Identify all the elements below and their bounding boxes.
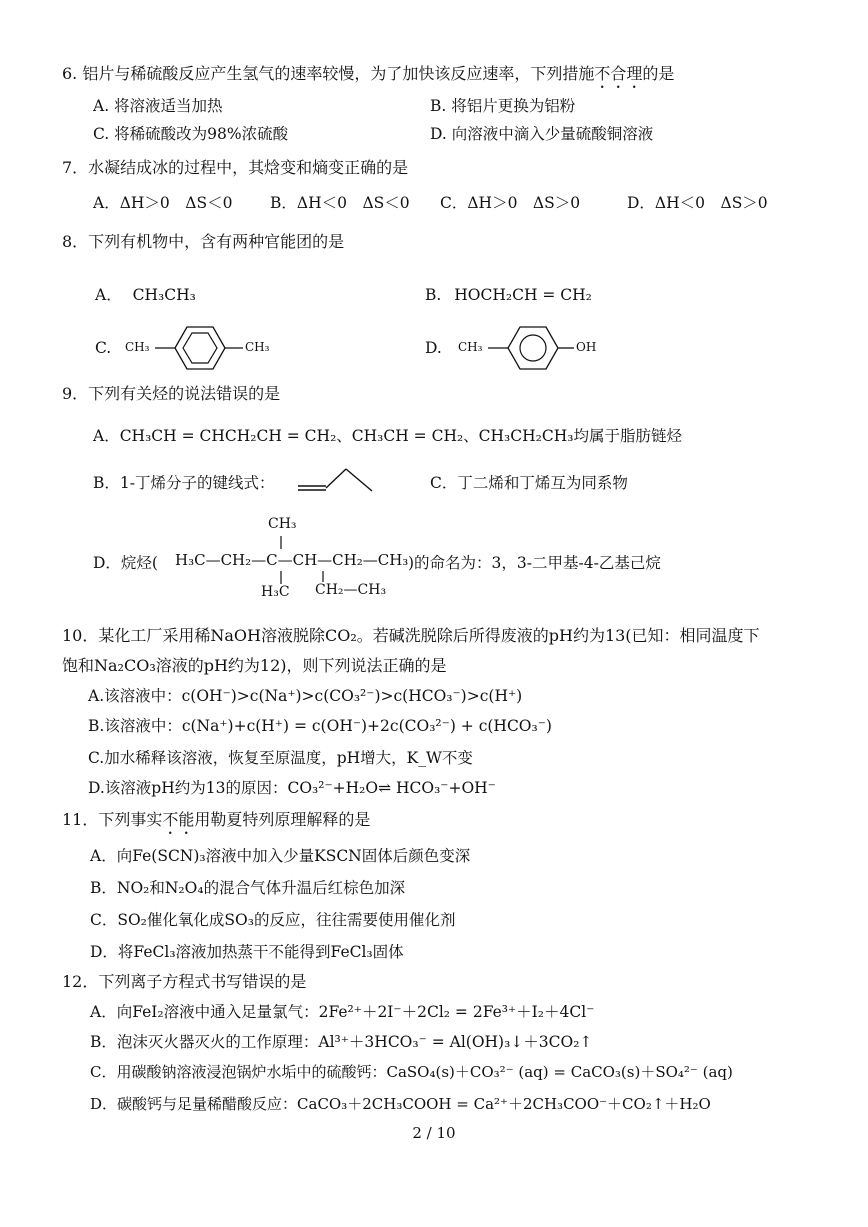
q7-option-d: D．ΔH＜0 ΔS＞0 [627, 194, 768, 212]
q6-option-c: C. 将稀硫酸改为98%浓硫酸 [93, 125, 289, 143]
q6-option-a: A. 将溶液适当加热 [93, 97, 223, 115]
q6-option-b: B. 将铝片更换为铝粉 [430, 97, 576, 115]
q8-option-b: B. HOCH₂CH = CH₂ [425, 286, 592, 304]
q10-option-c: C.加水稀释该溶液，恢复至原温度，pH增大，K_W不变 [88, 749, 473, 767]
q11-option-a: A．向Fe(SCN)₃溶液中加入少量KSCN固体后颜色变深 [90, 847, 471, 865]
q12-option-a: A．向FeI₂溶液中通入足量氯气：2Fe²⁺＋2I⁻＋2Cl₂ = 2Fe³⁺＋I₂＋4Cl⁻ [90, 1003, 595, 1021]
q8-option-c: C. [95, 339, 112, 357]
q10-option-b: B.该溶液中：c(Na⁺)+c(H⁺) = c(OH⁻)+2c(CO₃²⁻) + c(HCO₃⁻) [88, 717, 552, 735]
q11-stem: 11．下列事实不能用勒夏特列原理解释的是 [62, 810, 371, 829]
q10-option-a: A.该溶液中：c(OH⁻)>c(Na⁺)>c(CO₃²⁻)>c(HCO₃⁻)>c(H⁺) [88, 687, 523, 705]
q11-option-c: C．SO₂催化氧化成SO₃的反应，往往需要使用催化剂 [90, 911, 456, 929]
p-cresol-structure: CH₃ OH [458, 318, 608, 378]
page-number: 2 / 10 [412, 1124, 456, 1142]
alkane-structure: CH₃ H₃C—CH₂—C—CH—CH₂—CH₃ H₃C CH₂—CH₃ [175, 516, 409, 600]
q12-option-c: C．用碳酸钠溶液浸泡锅炉水垢中的硫酸钙：CaSO₄(s)＋CO₃²⁻ (aq) = CaCO₃(s)＋SO₄²⁻ (aq) [90, 1063, 733, 1081]
q9-option-d: D．烷烃( [93, 554, 158, 572]
q9-option-d-tail: )的命名为：3，3-二甲基-4-乙基己烷 [408, 554, 661, 572]
q9-stem: 9．下列有关烃的说法错误的是 [62, 384, 281, 403]
q10-stem-line2: 饱和Na₂CO₃溶液的pH约为12)，则下列说法正确的是 [62, 656, 447, 675]
emphasis-dotted: 不合理 [594, 64, 643, 83]
q7-stem: 7．水凝结成冰的过程中，其焓变和熵变正确的是 [62, 158, 409, 177]
q8-option-d: D. [425, 339, 442, 357]
q12-stem: 12．下列离子方程式书写错误的是 [62, 972, 307, 991]
q9-option-a: A．CH₃CH = CHCH₂CH = CH₂、CH₃CH = CH₂、CH₃CH₂CH₃均属于脂肪链烃 [93, 427, 682, 445]
q10-option-d: D.该溶液pH约为13的原因：CO₃²⁻+H₂O⇌ HCO₃⁻+OH⁻ [88, 779, 496, 797]
q12-option-b: B．泡沫灭火器灭火的工作原理：Al³⁺＋3HCO₃⁻ = Al(OH)₃↓＋3CO₂↑ [90, 1033, 593, 1051]
q7-option-b: B．ΔH＜0 ΔS＜0 [270, 194, 410, 212]
q8-stem: 8．下列有机物中，含有两种官能团的是 [62, 232, 345, 251]
p-xylene-structure: CH₃ CH₃ [125, 318, 275, 378]
q7-option-c: C．ΔH＞0 ΔS＞0 [440, 194, 581, 212]
formula-allyl-alcohol: HOCH₂CH = CH₂ [454, 286, 592, 304]
q6-stem: 6. 铝片与稀硫酸反应产生氢气的速率较慢，为了加快该反应速率，下列措施不合理的是 [62, 64, 675, 83]
q9-option-b: B．1-丁烯分子的键线式： [93, 474, 275, 492]
formula-ethane: CH₃CH₃ [132, 286, 196, 304]
q11-option-d: D．将FeCl₃溶液加热蒸干不能得到FeCl₃固体 [90, 943, 404, 961]
emphasis-dotted: 不能 [162, 810, 195, 829]
q10-stem-line1: 10．某化工厂采用稀NaOH溶液脱除CO₂。若碱洗脱除后所得废液的pH约为13(已知：相同温度下 [62, 626, 760, 645]
butene-skeletal-structure [296, 466, 378, 494]
q8-option-a: A． CH₃CH₃ [95, 286, 196, 304]
q6-option-d: D. 向溶液中滴入少量硫酸铜溶液 [430, 125, 654, 143]
q7-option-a: A．ΔH＞0 ΔS＜0 [93, 194, 233, 212]
q11-option-b: B．NO₂和N₂O₄的混合气体升温后红棕色加深 [90, 879, 406, 897]
q9-option-c: C．丁二烯和丁烯互为同系物 [430, 474, 628, 492]
q12-option-d: D．碳酸钙与足量稀醋酸反应：CaCO₃＋2CH₃COOH = Ca²⁺＋2CH₃COO⁻＋CO₂↑＋H₂O [90, 1095, 711, 1113]
